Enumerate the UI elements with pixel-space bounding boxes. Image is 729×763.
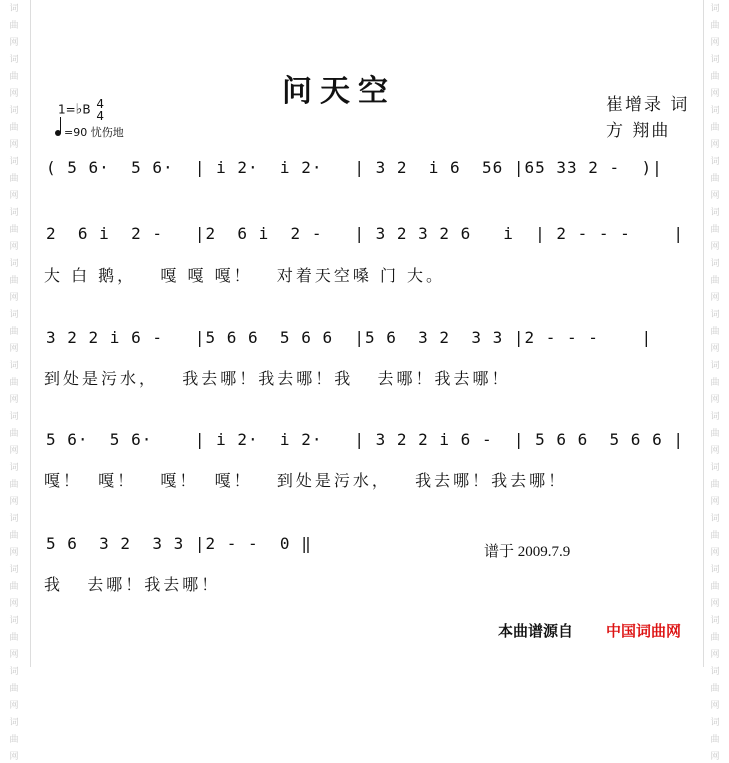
composer-credit: 方 翔曲 xyxy=(606,121,671,141)
notation-line-1: ( 5 6· 5 6· | i 2· i 2· | 3 2 i 6 56 |65 33 2 - )| xyxy=(46,158,663,177)
watermark-right: 词 曲 网 词 曲 网 词 曲 网 词 曲 网 词 曲 网 词 曲 网 词 曲 网 词 曲 网 词 曲 网 词 曲 网 词 曲 网 词 曲 网 词 曲 网 词 曲 网 词 曲 网 xyxy=(710,4,720,762)
lyrics-line-5: 我 去哪！我去哪！ xyxy=(44,575,221,594)
lyrics-line-3: 到处是污水， 我去哪！我去哪！我 去哪！我去哪！ xyxy=(44,369,511,388)
lyricist-credit: 崔增录 词 xyxy=(606,95,690,115)
lyrics-line-4: 嘎！ 嘎！ 嘎！ 嘎！ 到处是污水， 我去哪！我去哪！ xyxy=(44,471,568,490)
watermark-left: 词 曲 网 词 曲 网 词 曲 网 词 曲 网 词 曲 网 词 曲 网 词 曲 网 词 曲 网 词 曲 网 词 曲 网 词 曲 网 词 曲 网 词 曲 网 词 曲 网 词 曲 网 xyxy=(9,4,19,762)
key-signature: 1=♭B 4 4 xyxy=(58,97,105,123)
notation-line-3: 3 2 2 i 6 - |5 6 6 5 6 6 |5 6 3 2 3 3 |2 - - - | xyxy=(46,328,653,347)
tempo-marking: =90 忧伤地 xyxy=(55,124,124,140)
notation-line-2: 2 6 i 2 - |2 6 i 2 - | 3 2 3 2 6 i | 2 - - - | xyxy=(46,224,684,243)
flat-icon: ♭ xyxy=(75,101,83,118)
source-site-link[interactable]: 中国词曲网 xyxy=(606,622,682,640)
time-signature: 4 4 xyxy=(96,97,105,123)
credits xyxy=(606,92,689,144)
notation-line-4: 5 6· 5 6· | i 2· i 2· | 3 2 2 i 6 - | 5 6 6 5 6 6 | xyxy=(46,430,684,449)
lyrics-line-2: 大 白 鹅， 嘎 嘎 嘎！ 对着天空嗓 门 大。 xyxy=(44,266,446,285)
source-label: 本曲谱源自 xyxy=(498,622,574,640)
song-title: 问天空 xyxy=(282,74,396,109)
notation-line-5: 5 6 3 2 3 3 |2 - - 0 ‖ xyxy=(46,534,312,553)
composition-date: 谱于 2009.7.9 xyxy=(484,544,571,560)
quarter-note-icon xyxy=(55,130,61,136)
